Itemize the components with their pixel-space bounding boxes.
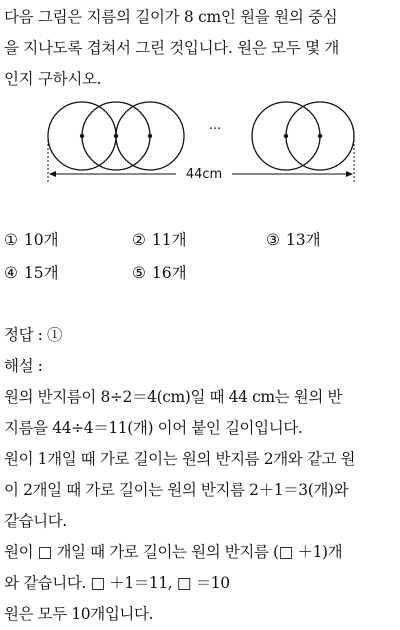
question-line: 다음 그림은 지름의 길이가 8 cm인 원을 원의 중심: [4, 8, 338, 26]
choice-number: ③: [266, 231, 280, 249]
explanation-line: 원의 반지름이 8÷2＝4(cm)일 때 44 cm는 원의 반: [4, 388, 343, 406]
explanation-title: 해설 :: [4, 357, 43, 375]
question-text: [4, 2, 396, 95]
center-dot: [148, 134, 152, 138]
choice-4[interactable]: [4, 261, 59, 283]
answer-section: [4, 320, 398, 630]
choice-text: 13개: [285, 231, 321, 249]
choice-3[interactable]: [266, 228, 321, 250]
answer-label: 정답 : ①: [4, 326, 63, 344]
arrow-head-right: [346, 171, 353, 177]
explanation-line: 원이 1개일 때 가로 길이는 원의 반지름 2개와 같고 원: [4, 450, 356, 468]
explanation-line: 지름을 44÷4＝11(개) 이어 붙인 길이입니다.: [4, 419, 303, 437]
center-dot: [114, 134, 118, 138]
question-line: 인지 구하시오.: [4, 70, 102, 88]
choice-text: 15개: [23, 264, 59, 282]
ellipsis: ···: [208, 122, 222, 137]
choice-number: ④: [4, 264, 18, 282]
overlapping-circles-figure: [36, 96, 366, 188]
arrow-head-left: [49, 171, 56, 177]
explanation-line: 이 2개일 때 가로 길이는 원의 반지름 2＋1＝3(개)와: [4, 481, 349, 499]
choice-text: 10개: [23, 231, 59, 249]
choice-row: [4, 228, 396, 261]
center-dot: [318, 134, 322, 138]
center-dot: [80, 134, 84, 138]
explanation-line: 같습니다.: [4, 512, 67, 530]
answer-choices: [4, 228, 396, 294]
length-label: 44cm: [185, 167, 223, 182]
choice-text: 11개: [151, 231, 187, 249]
choice-1[interactable]: [4, 228, 59, 250]
choice-2[interactable]: [132, 228, 187, 250]
explanation-line: 와 같습니다. □ ＋1＝11, □ ＝10: [4, 574, 230, 592]
choice-5[interactable]: [132, 261, 187, 283]
explanation-line: 원은 모두 10개입니다.: [4, 605, 154, 623]
explanation-line: 원이 □ 개일 때 가로 길이는 원의 반지름 (□ ＋1)개: [4, 543, 343, 561]
choice-number: ②: [132, 231, 146, 249]
question-line: 을 지나도록 겹쳐서 그린 것입니다. 원은 모두 몇 개: [4, 39, 340, 57]
center-dot: [284, 134, 288, 138]
choice-number: ⑤: [132, 264, 146, 282]
choice-text: 16개: [151, 264, 187, 282]
choice-row: [4, 261, 396, 294]
choice-number: ①: [4, 231, 18, 249]
